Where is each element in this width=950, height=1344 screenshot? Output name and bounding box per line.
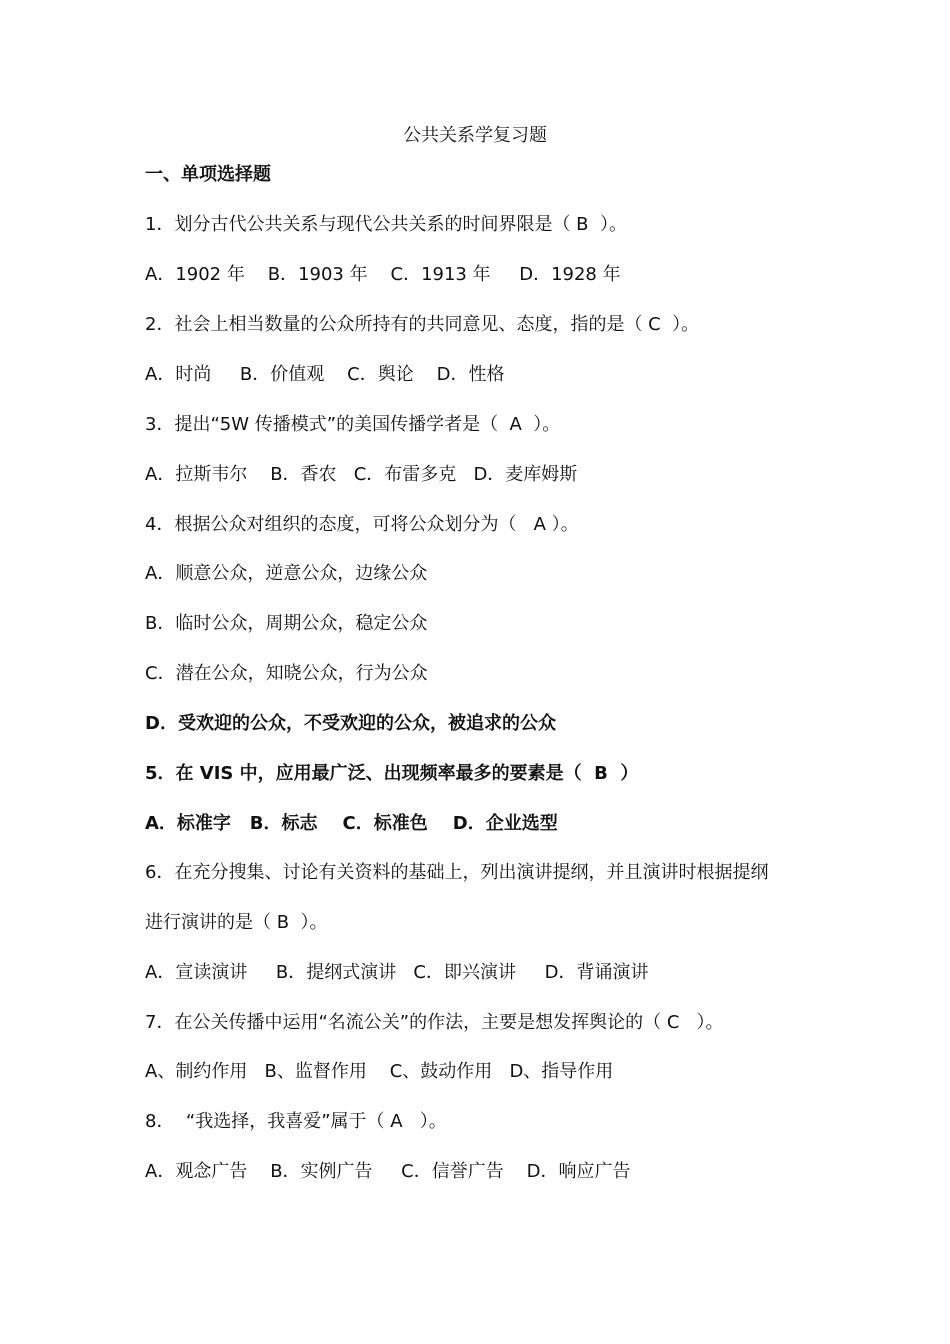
question-8-options: A．观念广告 B．实例广告 C．信誉广告 D．响应广告 xyxy=(145,1161,631,1182)
section-heading: 一、单项选择题 xyxy=(145,164,271,185)
question-7-options: A、制约作用 B、监督作用 C、鼓动作用 D、指导作用 xyxy=(145,1061,614,1082)
question-5: 5．在 VIS 中，应用最广泛、出现频率最多的要素是（ B ） xyxy=(145,763,639,784)
question-1-options: A．1902 年 B．1903 年 C．1913 年 D．1928 年 xyxy=(145,264,621,285)
question-7: 7．在公关传播中运用“名流公关”的作法，主要是想发挥舆论的（ C ）。 xyxy=(145,1012,724,1033)
question-3-options: A．拉斯韦尔 B．香农 C．布雷多克 D．麦库姆斯 xyxy=(145,464,578,485)
question-6: 6．在充分搜集、讨论有关资料的基础上，列出演讲提纲，并且演讲时根据提纲 xyxy=(145,862,769,883)
question-4-option-d: D．受欢迎的公众，不受欢迎的公众，被追求的公众 xyxy=(145,713,556,734)
question-1: 1．划分古代公共关系与现代公共关系的时间界限是（ B ）。 xyxy=(145,214,627,235)
question-6-options: A．宣读演讲 B．提纲式演讲 C．即兴演讲 D．背诵演讲 xyxy=(145,962,649,983)
question-4-option-a: A．顺意公众，逆意公众，边缘公众 xyxy=(145,563,428,584)
question-2-options: A．时尚 B．价值观 C．舆论 D．性格 xyxy=(145,364,505,385)
question-2: 2．社会上相当数量的公众所持有的共同意见、态度，指的是（ C ）。 xyxy=(145,314,700,335)
question-4: 4．根据公众对组织的态度，可将公众划分为（ A ）。 xyxy=(145,514,579,535)
question-6-continued: 进行演讲的是（ B ）。 xyxy=(145,912,328,933)
question-3: 3．提出“5W 传播模式”的美国传播学者是（ A ）。 xyxy=(145,414,561,435)
question-4-option-b: B．临时公众，周期公众，稳定公众 xyxy=(145,613,428,634)
question-8: 8． “我选择，我喜爱”属于（ A ）。 xyxy=(145,1111,447,1132)
document-title: 公共关系学复习题 xyxy=(403,125,547,146)
question-5-options: A．标准字 B．标志 C．标准色 D．企业选型 xyxy=(145,813,558,834)
question-4-option-c: C．潜在公众，知晓公众，行为公众 xyxy=(145,663,428,684)
